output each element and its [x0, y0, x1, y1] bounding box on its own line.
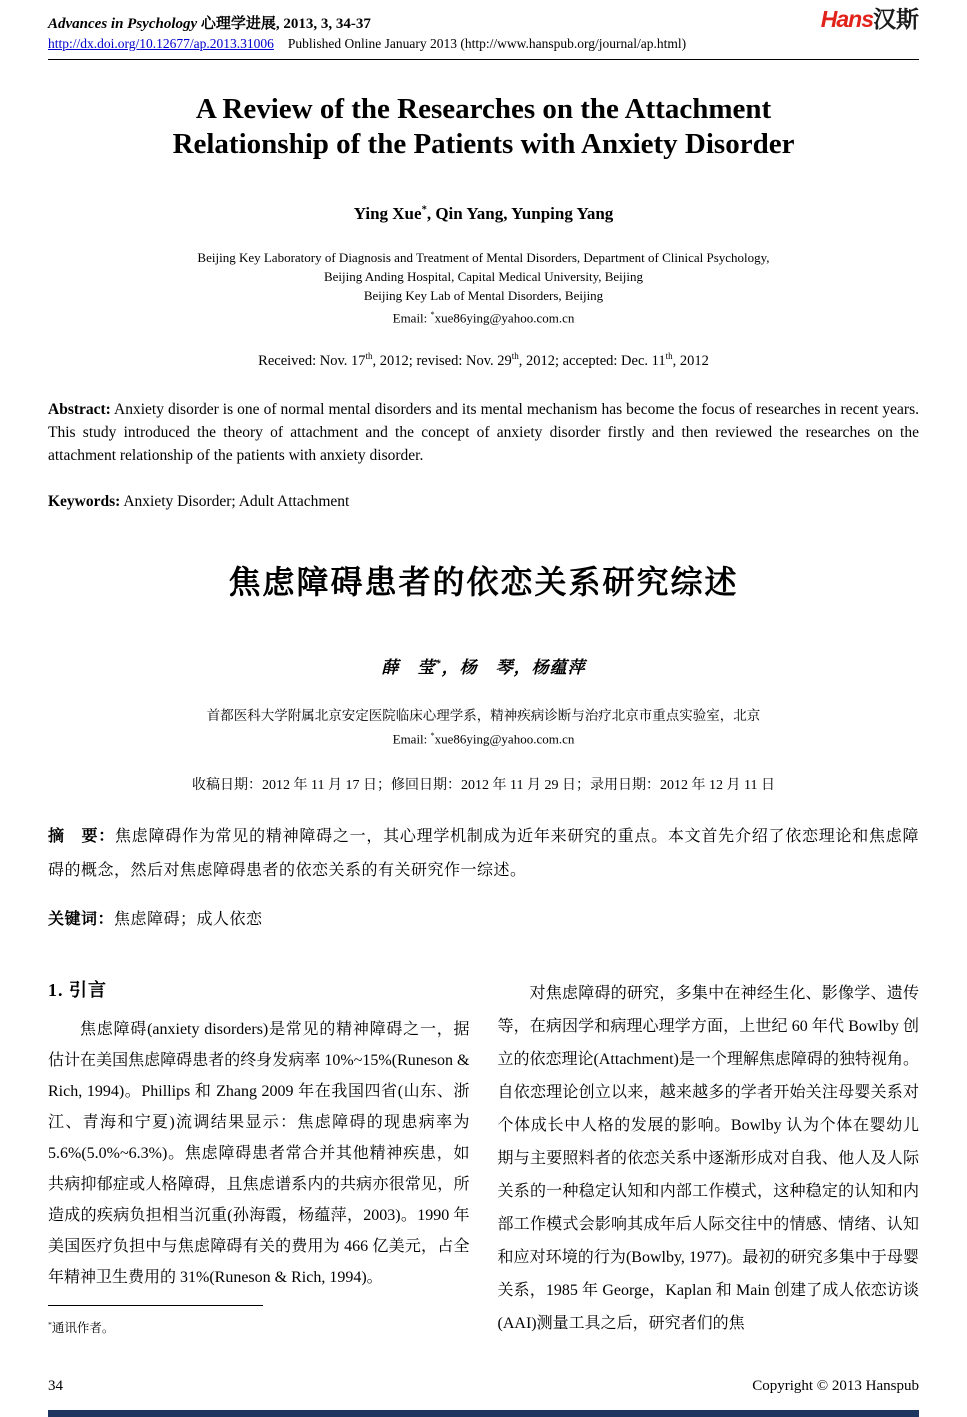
abstract-en [48, 398, 919, 467]
authors-cn [48, 653, 919, 678]
doi-link[interactable]: http://dx.doi.org/10.12677/ap.2013.31006 [48, 36, 274, 51]
authors-en [48, 204, 919, 224]
footnote-divider [48, 1305, 263, 1306]
paper-title-cn: 焦虑障碍患者的依恋关系研究综述 [228, 564, 739, 601]
email-label: Email: [392, 310, 431, 326]
affiliations-en [48, 248, 919, 305]
keywords-text: Anxiety Disorder; Adult Attachment [120, 493, 350, 511]
email-line-en [48, 305, 919, 327]
received-dates-en: Received: Nov. 17th, 2012; revised: Nov. 29th, 2012; accepted: Dec. 11th, 2012 [258, 351, 709, 370]
affiliation-line: Beijing Key Laboratory of Diagnosis and Treatment of Mental Disorders, Department of Clinical Psychology, [197, 250, 770, 265]
doi-line [48, 36, 919, 52]
author-name-cn: 薛 莹 [381, 658, 436, 678]
email-line-cn [48, 726, 919, 748]
copyright-notice: Copyright © 2013 Hanspub [752, 1378, 919, 1394]
paper-title-en [48, 92, 919, 162]
journal-header [48, 8, 919, 33]
keywords-cn [48, 906, 919, 929]
affiliation-line: Beijing Anding Hospital, Capital Medical University, Beijing [323, 269, 644, 284]
abstract-text-cn: 焦虑障碍作为常见的精神障碍之一，其心理学机制成为近年来研究的重点。本文首先介绍了依恋理论和焦虑障碍的概念，然后对焦虑障碍患者的依恋关系的有关研究作一综述。 [48, 828, 919, 880]
author-name: Ying Xue [353, 204, 422, 223]
affiliation-line: Beijing Key Lab of Mental Disorders, Beijing [363, 288, 604, 303]
email-asterisk: * [430, 310, 435, 319]
affiliation-cn: 首都医科大学附属北京安定医院临床心理学系，精神疾病诊断与治疗北京市重点实验室，北京 [206, 708, 761, 724]
right-column-paragraph: 对焦虑障碍的研究，多集中在神经生化、影像学、遗传等，在病因学和病理心理学方面，上世纪 60 年代 Bowlby 创立的依恋理论(Attachment)是一个理解焦虑障碍的独特视角。自依恋理论创立以来，越来越多的学者开始关注母婴关系对个体成长中人格的发展的影响。Bowlby 认为个体在婴幼儿期与主要照料者的依恋关系中逐渐形成对自我、他人及人际关系的一种稳定认知和内部工作模式，这种稳定的认知和内部工作模式会影响其成年后人际交往中的情感、情绪、认知和应对环境的行为(Bowlby, 1977)。最初的研究多集中于母婴关系，1985 年 George，Kaplan 和 Main 创建了成人依恋访谈(AAI)测量工具之后，研究者们的焦 [497, 985, 919, 1333]
email-address: xue86ying@yahoo.com.cn [434, 310, 575, 326]
keywords-label: Keywords: [48, 493, 121, 511]
left-column [48, 975, 470, 1344]
paper-title-line2: Relationship of the Patients with Anxiety Disorder [172, 128, 795, 160]
keywords-text-cn: 焦虑障碍；成人依恋 [114, 911, 263, 929]
left-column-paragraph: 焦虑障碍(anxiety disorders)是常见的精神障碍之一，据估计在美国焦虑障碍患者的终身发病率 10%~15%(Runeson & Rich, 1994)。Phillips 和 Zhang 2009 年在我国四省(山东、浙江、青海和宁夏)流调结果显示：焦虑障碍的现患病率为 5.6%(5.0%~6.3%)。焦虑障碍患者常合并其他精神疾患，如共病抑郁症或人格障碍，且焦虑谱系内的共病亦很常见，所造成的疾病负担相当沉重(孙海霞，杨蕴萍，2003)。1990 年美国医疗负担中与焦虑障碍有关的费用为 466 亿美元，占全年精神卫生费用的 31%(Runeson & Rich, 1994)。 [48, 1021, 470, 1287]
page-footer [48, 1378, 919, 1395]
email-address-cn: xue86ying@yahoo.com.cn [434, 731, 575, 747]
corresponding-author-mark: * [421, 204, 427, 216]
footnote-asterisk: * [48, 1320, 52, 1330]
hans-publisher-logo [821, 8, 919, 31]
footnote-text: 通讯作者。 [51, 1321, 115, 1336]
corresponding-author-footnote [48, 1309, 470, 1344]
footer-bar [48, 1410, 919, 1417]
published-online-text: Published Online January 2013 (http://www.hanspub.org/journal/ap.html) [287, 36, 687, 51]
header-divider [48, 59, 919, 60]
abstract-label: Abstract: [48, 401, 111, 419]
keywords-label-cn: 关键词： [48, 911, 115, 929]
keywords-en [48, 493, 919, 511]
email-label-cn: Email: [392, 731, 431, 747]
section-1-heading: 1. 引言 [48, 980, 107, 1001]
right-column [498, 975, 920, 1344]
abstract-label-cn: 摘 要： [48, 828, 116, 846]
author-names-cn: ，杨 琴，杨蕴萍 [441, 658, 586, 678]
abstract-cn [48, 820, 919, 888]
author-names: , Qin Yang, Yunping Yang [426, 204, 614, 223]
corresponding-author-mark-cn: * [435, 658, 442, 670]
journal-name-en: Advances in Psychology [48, 16, 198, 32]
email-asterisk-cn: * [430, 731, 435, 741]
journal-name-cn: 心理学进展, 2013, 3, 34-37 [197, 16, 371, 32]
journal-title-line [48, 8, 371, 33]
hans-logo-red-text: Hans [820, 6, 873, 32]
hans-logo-black-text: 汉斯 [873, 6, 919, 32]
page-number: 34 [48, 1378, 63, 1394]
received-dates-cn: 收稿日期：2012 年 11 月 17 日；修回日期：2012 年 11 月 29 日；录用日期：2012 年 12 月 11 日 [192, 778, 775, 794]
body-columns [48, 975, 919, 1344]
abstract-text: Anxiety disorder is one of normal mental disorders and its mental mechanism has become the focus of researches in recent years. This study introduced the theory of attachment and the concept of anxiety disorder firstly and then reviewed the researches on the attachment relationship of the patients with anxiety disorder. [48, 401, 919, 465]
paper-title-line1: A Review of the Researches on the Attachment [195, 93, 772, 125]
